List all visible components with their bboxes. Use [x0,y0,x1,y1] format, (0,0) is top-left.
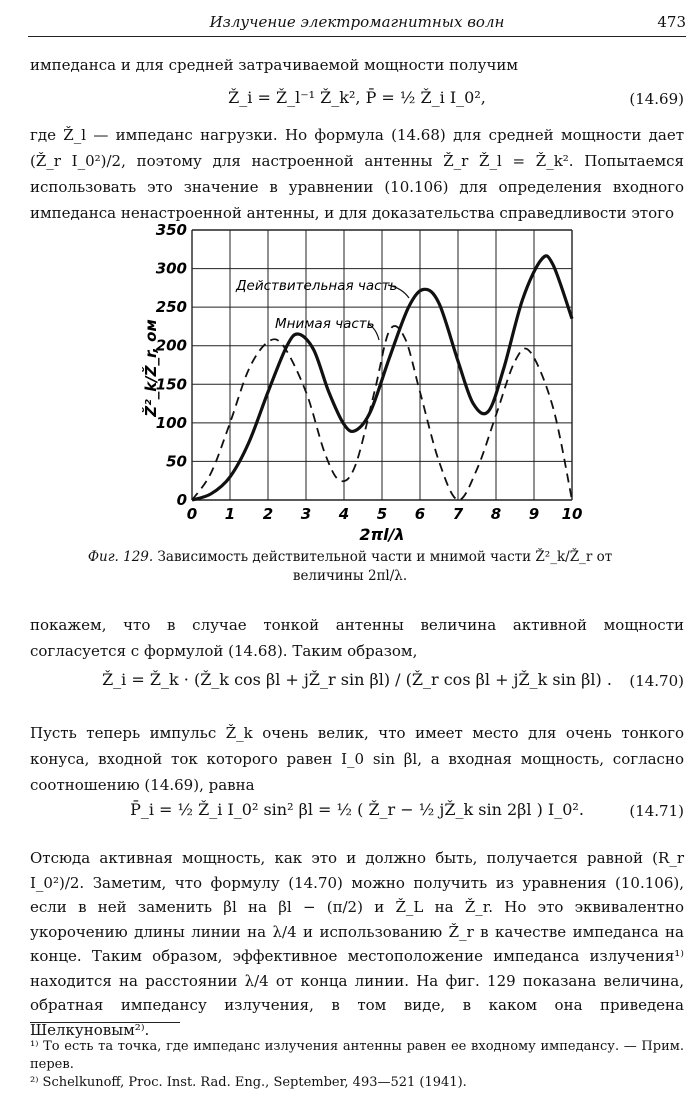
y-tick-label: 0 [176,491,187,509]
running-title: Излучение электромагнитных волн [209,13,505,31]
paragraph-4: Пусть теперь импульс Ž_k очень велик, что имеет место для очень тонкого конуса, входной ток которого равен I_0 sin βl, а входная мощность, согласно соотношению (14.69), равна [30,724,684,794]
x-tick-label: 4 [338,505,350,523]
equation-number-14-69: (14.69) [629,90,684,108]
footnote-rule [30,1022,180,1023]
y-tick-label: 150 [155,375,187,394]
x-tick-label: 2 [262,505,274,523]
footnote-2: ²⁾ Schelkunoff, Proc. Inst. Rad. Eng., September, 493—521 (1941). [30,1075,467,1090]
x-tick-label: 9 [528,505,540,523]
figure-caption [60,548,640,586]
x-tick-label: 3 [300,505,312,523]
y-tick-label: 300 [155,259,187,278]
equation-14-69: Ž_i = Ž_l⁻¹ Ž_k², P̄ = ½ Ž_i I_0², [228,88,486,107]
y-tick-label: 350 [155,221,187,239]
chart-grid [192,230,572,500]
paragraph-2: где Ž_l — импеданс нагрузки. Но формула (14.68) для средней мощности дает (Ž_r I_0²)/2, поэтому для настроенной антенны Ž_r Ž_l = Ž_k². Попытаемся использовать это значение в уравнении (10.106) для определения входного импеданса ненастроенной антенны, и для доказательства справедливости этого [30,126,684,222]
equation-number-14-71: (14.71) [629,802,684,820]
paragraph-3: покажем, что в случае тонкой антенны величина активной мощности согласуется с формулой (14.68). Таким образом, [30,616,684,660]
paragraph-1: импеданса и для средней затрачиваемой мощности получим [30,56,519,74]
x-tick-label: 6 [414,505,426,523]
x-tick-label: 7 [452,505,464,523]
annotation-imaginary-part: Мнимая часть [275,316,375,332]
x-tick-label: 1 [224,505,236,523]
y-tick-label: 100 [155,413,187,432]
caption-text: Зависимость действительной части и мнимой части Ž²_k/Ž_r от величины 2πl/λ. [157,549,613,584]
equation-14-71: P̄_i = ½ Ž_i I_0² sin² βl = ½ ( Ž_r − ½ jŽ_k sin 2βl ) I_0². [130,800,584,819]
x-axis-label: 2πl/λ [359,525,405,544]
equation-number-14-70: (14.70) [629,672,684,690]
x-tick-label: 8 [490,505,502,523]
x-tick-label: 0 [186,505,198,523]
y-tick-label: 200 [155,336,187,355]
y-axis-label: Ž²_k/Ž_r, ом [142,319,160,417]
running-header [28,10,686,37]
paragraph-5: Отсюда активная мощность, как это и должно быть, получается равной (R_r I_0²)/2. Заметим, что формулу (14.70) можно получить из уравнения (10.106), если в ней заменить βl на βl − (π/2) и Ž_L на Ž_r. Но это эквивалентно укорочению длины линии на λ/4 и использованию Ž_r в качестве импеданса на конце. Таким образом, эффективное местоположение импеданса излучения¹⁾ находится на расстоянии λ/4 от конца линии. На фиг. 129 показана величина, обратная импедансу излучения, в том виде, в каком она приведена Шелкуновым²⁾. [30,849,684,1039]
y-tick-label: 50 [166,452,187,471]
x-tick-label: 10 [561,505,583,523]
chart-ticks [156,221,583,523]
x-tick-label: 5 [376,505,388,523]
y-tick-label: 250 [155,298,187,317]
impedance-chart [120,218,590,548]
footnote-1: ¹⁾ То есть та точка, где импеданс излучения антенны равен ее входному импедансу. — Прим. перев. [30,1039,684,1072]
annotation-real-part: Действительная часть [236,278,398,294]
page-number: 473 [657,13,686,31]
caption-label: Фиг. 129. [87,549,154,565]
equation-14-70: Ž_i = Ž_k · (Ž_k cos βl + jŽ_r sin βl) / (Ž_r cos βl + jŽ_k sin βl) . [102,670,612,689]
